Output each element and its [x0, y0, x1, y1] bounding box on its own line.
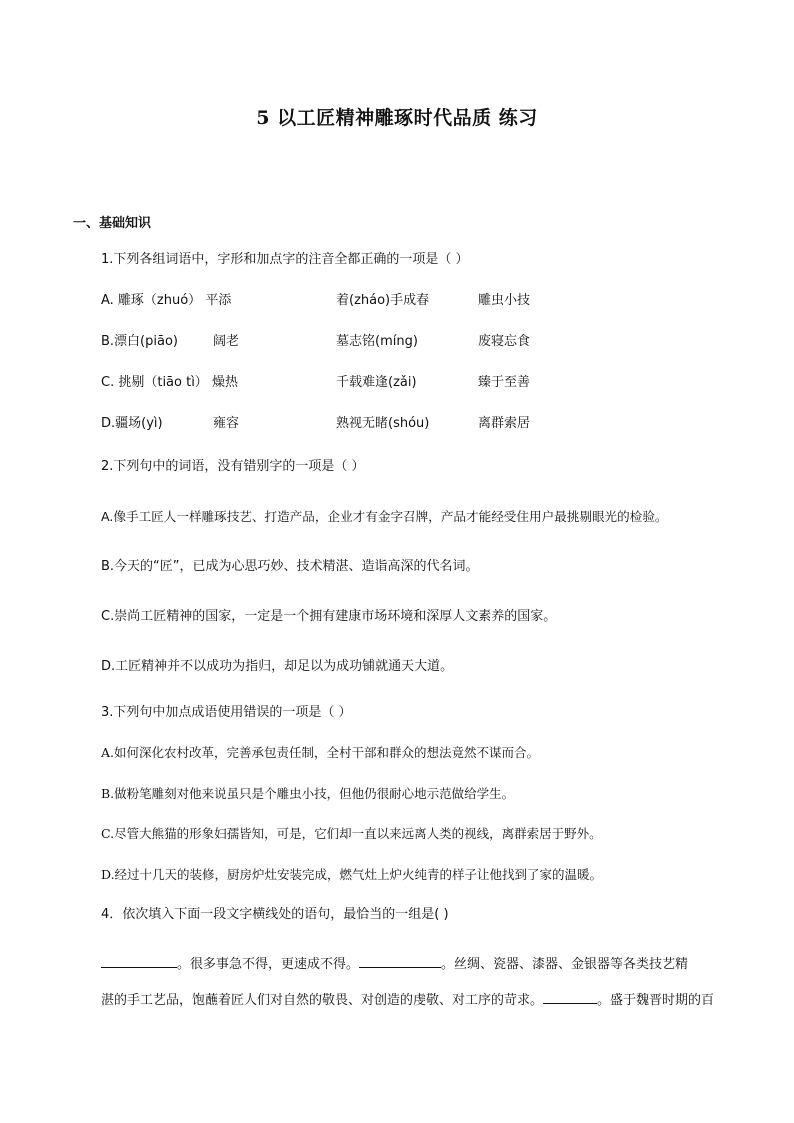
question-3-option-d: D.经过十几天的装修，厨房炉灶安装完成，燃气灶上炉火纯青的样子让他找到了家的温暖。: [101, 867, 603, 882]
option-d-col2: 熟视无睹(shóu): [336, 416, 430, 431]
option-a-col3: 雕虫小技: [478, 293, 531, 308]
question-3-option-c: C.尽管大熊猫的形象妇孺皆知，可是，它们却一直以来远离人类的视线，离群索居于野外。: [101, 826, 602, 841]
question-4-stem: 4．依次填入下面一段文字横线处的语句，最恰当的一组是( ): [101, 907, 449, 922]
option-d-col3: 离群索居: [478, 416, 531, 431]
fill-blank-1[interactable]: [101, 953, 177, 968]
option-c-col2: 千载难逢(zǎi): [336, 375, 417, 390]
question-2-option-d: D.工匠精神并不以成功为指归，却足以为成功铺就通天大道。: [101, 659, 454, 674]
option-b-col3: 废寝忘食: [478, 334, 531, 349]
option-c-col3: 臻于至善: [478, 375, 531, 390]
question-3-option-a: A.如何深化农村改革，完善承包责任制，全村干部和群众的想法竟然不谋而合。: [101, 745, 540, 760]
question-4-paragraph-line-1: [101, 953, 723, 974]
fill-blank-3[interactable]: [543, 989, 597, 1004]
section-heading: 一、基础知识: [73, 216, 152, 231]
question-4-paragraph-line-2: [101, 989, 723, 1010]
option-a-col2: 着(zháo)手成春: [336, 293, 430, 308]
question-1-stem: 1.下列各组词语中，字形和加点字的注音全都正确的一项是（ ）: [101, 252, 469, 267]
fill-blank-2[interactable]: [359, 953, 441, 968]
question-2-stem: 2.下列句中的词语，没有错别字的一项是（ ）: [101, 459, 365, 474]
question-3-option-b: B.做粉笔雕刻对他来说虽只是个雕虫小技，但他仍很耐心地示范做给学生。: [101, 786, 515, 801]
question-3-stem: 3.下列句中加点成语使用错误的一项是（ ）: [101, 705, 352, 720]
question-2-option-b: B.今天的“匠”，已成为心思巧妙、技术精湛、造诣高深的代名词。: [101, 559, 479, 574]
option-b-col1: B.漂白(piāo): [101, 334, 178, 349]
option-d-col1: D.疆场(yì): [101, 416, 163, 431]
option-c-col1: C. 挑剔（tiāo tì） 燥热: [101, 375, 238, 390]
paragraph-text: 。盛于魏晋时期的百: [597, 993, 715, 1008]
option-b-col1b: 阔老: [213, 334, 240, 349]
option-a-col1: A. 雕琢（zhuó） 平添: [101, 293, 232, 308]
paragraph-text: 湛的手工艺品，饱蘸着匠人们对自然的敬畏、对创造的虔敬、对工序的苛求。: [101, 993, 544, 1008]
option-d-col1b: 雍容: [213, 416, 240, 431]
option-b-col2: 墓志铭(míng): [336, 334, 418, 349]
question-2-option-a: A.像手工匠人一样雕琢技艺、打造产品，企业才有金字召牌，产品才能经受住用户最挑剔眼光的检验。: [101, 509, 668, 524]
page-title: 5 以工匠精神雕琢时代品质 练习: [256, 107, 538, 129]
question-2-option-c: C.崇尚工匠精神的国家，一定是一个拥有建康市场环境和深厚人文素养的国家。: [101, 609, 557, 624]
paragraph-text: 。丝绸、瓷器、漆器、金银器等各类技艺精: [441, 957, 689, 972]
paragraph-text: 。很多事急不得，更速成不得。: [177, 957, 360, 972]
